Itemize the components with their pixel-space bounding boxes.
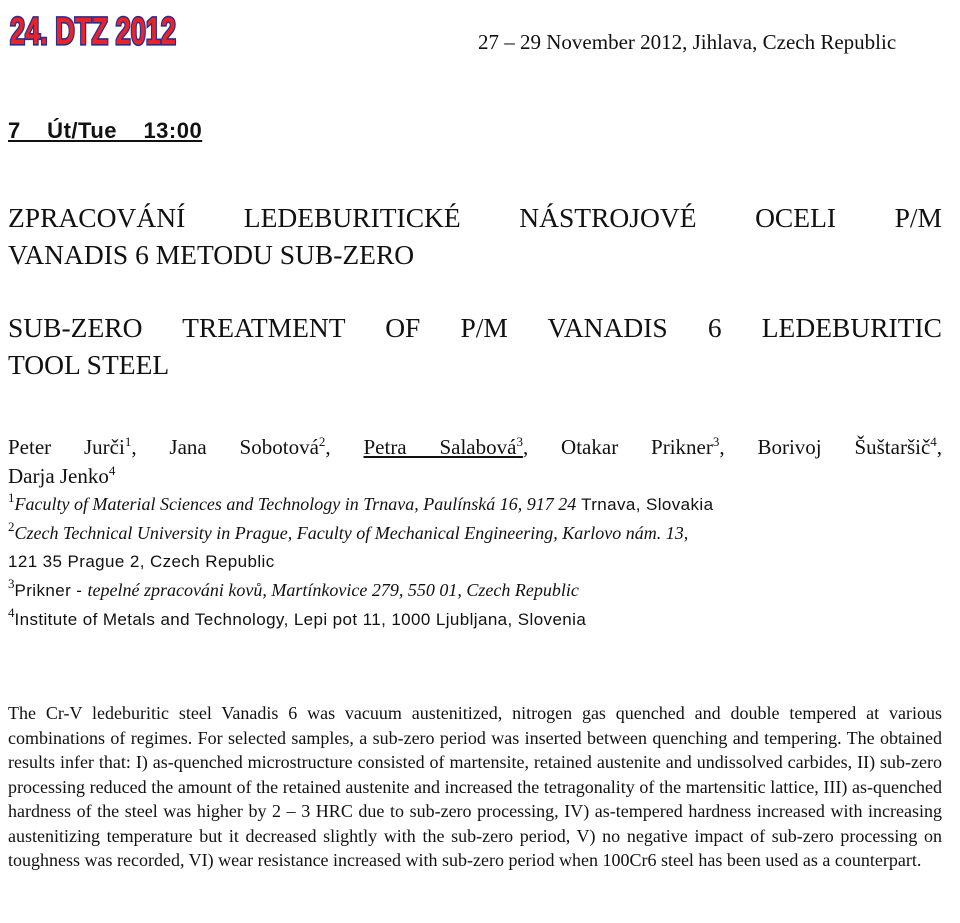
author-affiliation-mark: 3: [712, 434, 720, 449]
affiliation-2-continued: 121 35 Prague 2, Czech Republic: [8, 552, 275, 571]
title-english-line-2: TOOL STEEL: [8, 349, 170, 380]
author-name: Darja Jenko: [8, 464, 109, 488]
title-czech: [8, 199, 942, 273]
author-name: Borivoj Šuštaršič: [757, 435, 931, 459]
logo-graphic: [6, 4, 182, 56]
author-list: [8, 433, 942, 491]
author-name: Jana Sobotová: [169, 435, 319, 459]
author-affiliation-mark: 4: [930, 434, 937, 449]
conference-logo: [6, 4, 182, 56]
conference-date-location: 27 – 29 November 2012, Jihlava, Czech Republic: [478, 30, 897, 54]
title-czech-line-2: VANADIS 6 METODU SUB-ZERO: [8, 239, 415, 270]
title-english: [8, 309, 942, 383]
affiliation-2: $^2$Czech Technical University in Prague, Faculty of Mechanical Engineering, Karlovo nám. 13,: [8, 519, 689, 543]
affiliation-1: $^1$Faculty of Material Sciences and Technology in Trnava, Paulínská 16, 917 24 Trnava, Slovakia: [8, 490, 714, 514]
affiliation-4: $^4$Institute of Metals and Technology, Lepi pot 11, 1000 Ljubljana, Slovenia: [8, 605, 587, 629]
author-line-2: [8, 462, 942, 491]
author-name: Peter Jurči: [8, 435, 125, 459]
title-czech-line-1: ZPRACOVÁNÍ LEDEBURITICKÉ NÁSTROJOVÉ OCELI P/M: [8, 202, 942, 233]
session-label: 7 Út/Tue 13:00: [8, 118, 203, 143]
author-line-1: Peter Jurči$^1$, Jana Sobotová$^2$, Petra Salabová$^3$, Otakar Prikner$^3$, Borivoj Šuštaršič$^4$,: [8, 434, 943, 459]
author-affiliation-mark: 1: [124, 434, 132, 449]
author-affiliation-mark: 2: [318, 434, 326, 449]
affiliation-3: $^3$Prikner - tepelné zpracováni kovů, Martínkovice 279, 550 01, Czech Republic: [8, 576, 579, 600]
logo-text: 24. DTZ 2012: [10, 11, 176, 53]
presenting-author-name: Petra Salabová$^3$: [363, 434, 523, 459]
abstract-body: The Cr-V ledeburitic steel Vanadis 6 was vacuum austenitized, nitrogen gas quenched and double tempered at various combinations of regimes. For selected samples, a sub-zero period was inserted between quenching and tempering. The obtained results infer that: I) as-quenched microstructure consisted of martensite, retained austenite and undissolved carbides, II) sub-zero processing reduced the amount of the retained austenite and increased the tetragonality of the martensitic lattice, III) as-quenched hardness of the steel was higher by 2 – 3 HRC due to sub-zero processing, IV) as-tempered hardness increased with increasing austenitizing temperature but it decreased slightly with the sub-zero period, V) no negative impact of sub-zero processing on toughness was recorded, VI) wear resistance increased with sub-zero period when 100Cr6 steel has been used as a counterpart.: [8, 703, 942, 870]
affiliation-list: [8, 490, 942, 634]
author-name: Otakar Prikner: [561, 435, 713, 459]
title-english-line-1: SUB-ZERO TREATMENT OF P/M VANADIS 6 LEDEBURITIC: [8, 312, 942, 343]
author-affiliation-mark: 4: [108, 463, 116, 478]
author-affiliation-mark: 3: [516, 434, 523, 449]
